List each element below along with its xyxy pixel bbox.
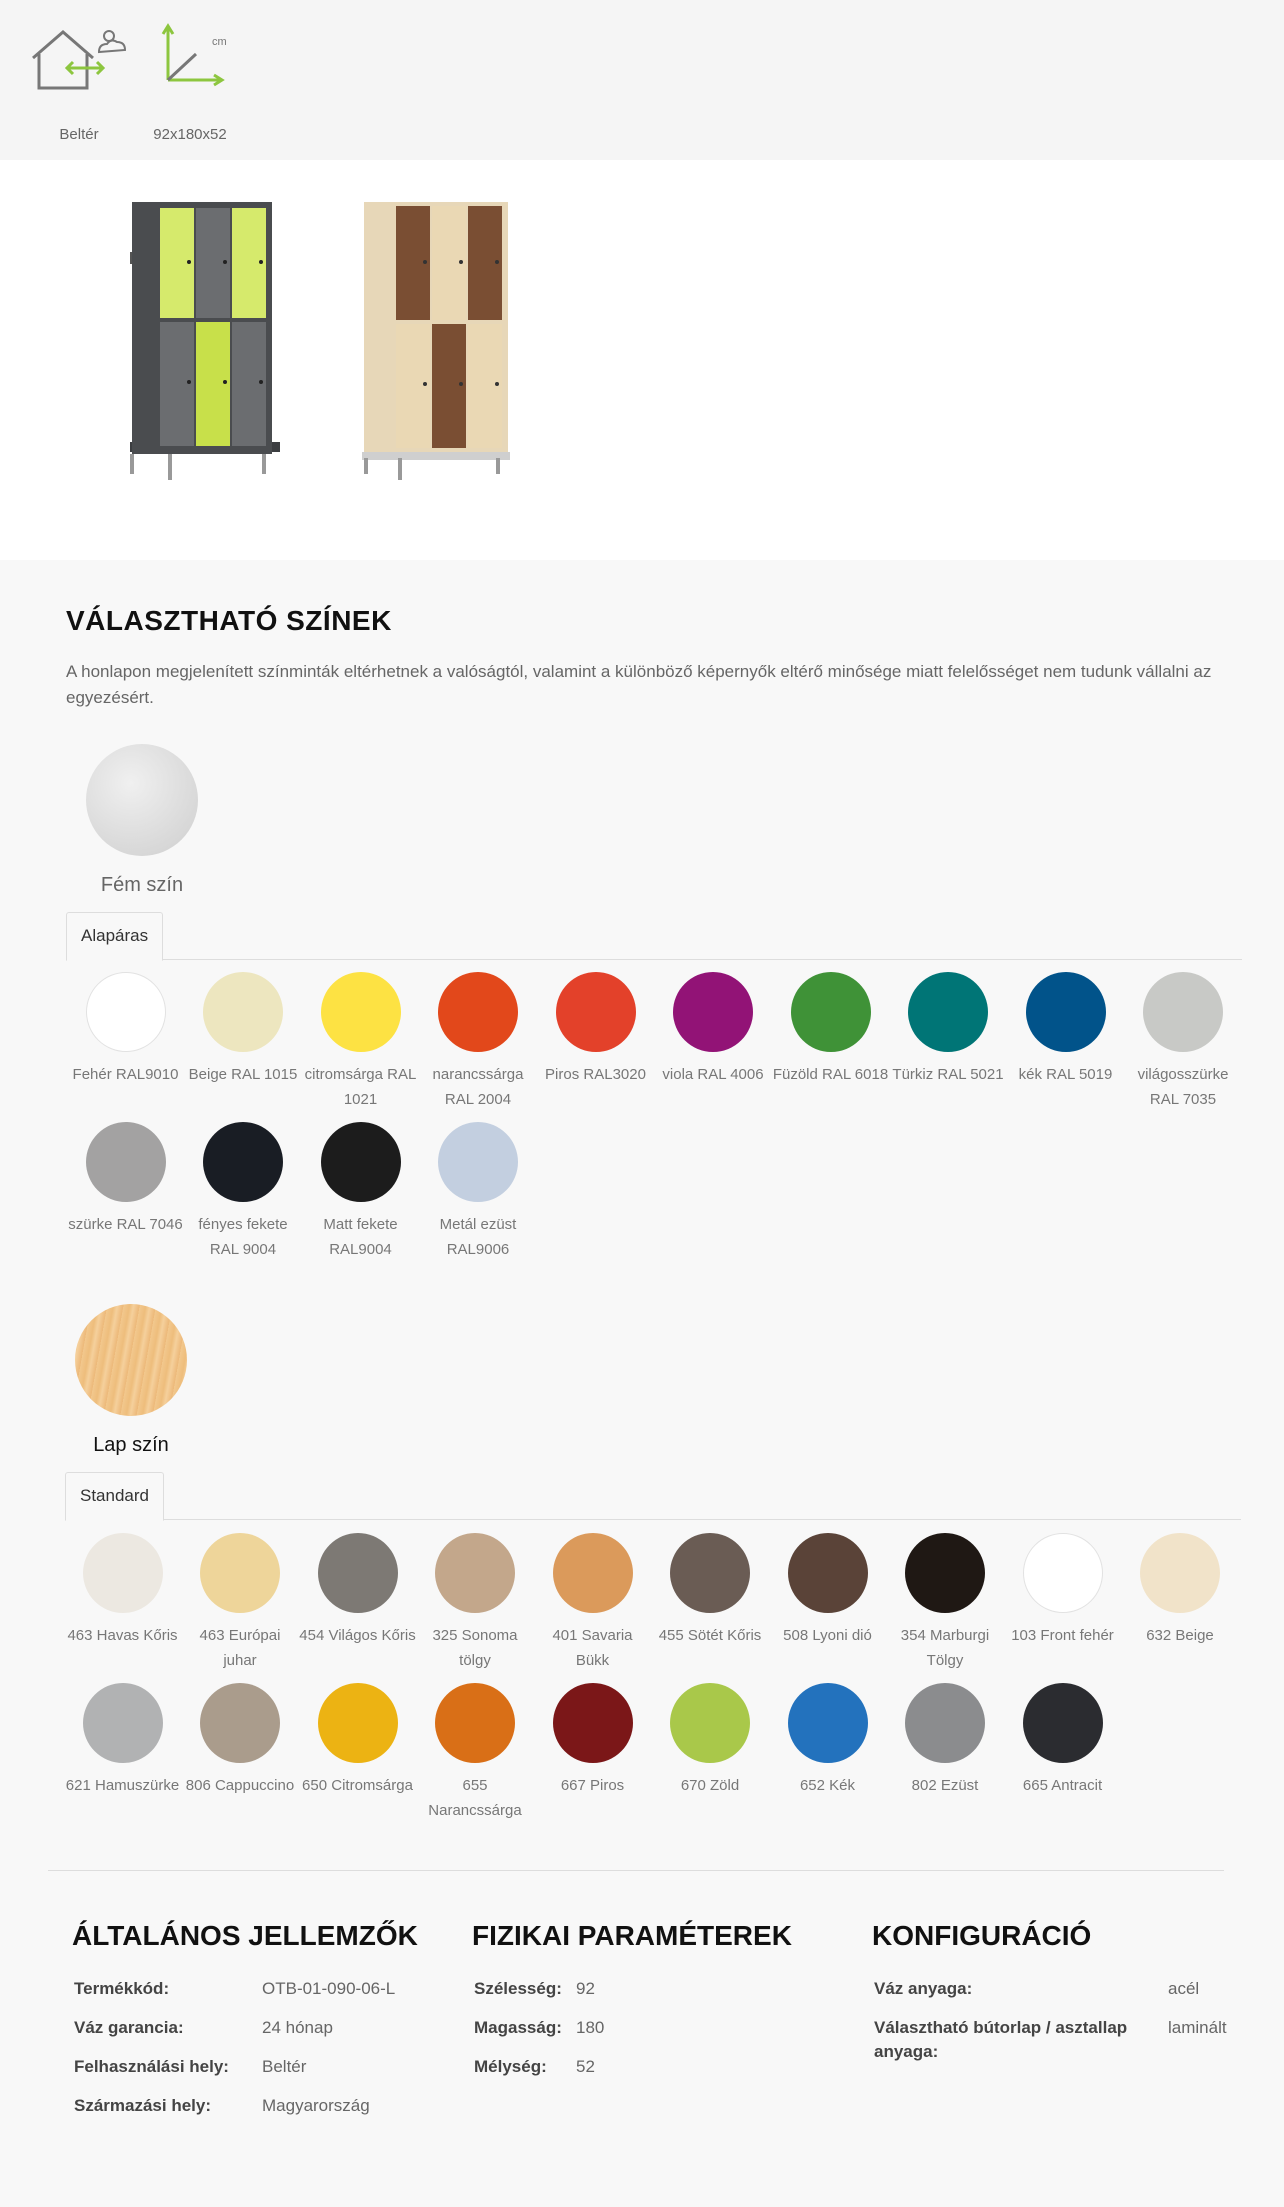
board-swatch-dot <box>1023 1533 1103 1613</box>
board-swatch-dot <box>200 1533 280 1613</box>
board-swatch[interactable] <box>299 1533 416 1648</box>
metal-swatch[interactable] <box>1007 972 1124 1087</box>
feature-bar <box>0 0 1284 160</box>
metal-swatch-label: viola RAL 4006 <box>662 1066 764 1083</box>
spec-physical-key: Szélesség: <box>474 1979 562 1998</box>
metal-swatch-dot <box>321 1122 401 1202</box>
board-swatch-label: 103 Front fehér <box>1011 1627 1114 1644</box>
feature-indoor <box>29 22 129 143</box>
metal-swatch[interactable] <box>302 972 419 1112</box>
board-swatch[interactable] <box>534 1533 651 1673</box>
board-swatch-label: 463 Havas Kőris <box>67 1627 178 1644</box>
board-swatch[interactable] <box>1122 1533 1239 1648</box>
product-image-gray-green[interactable] <box>122 202 282 492</box>
board-swatch[interactable] <box>1004 1533 1121 1648</box>
metal-color-caption: Fém szín <box>100 874 184 896</box>
board-swatch[interactable] <box>417 1533 534 1673</box>
metal-swatch-dot <box>1143 972 1223 1052</box>
product-gallery <box>0 160 1284 560</box>
board-swatch-label: 670 Zöld <box>680 1777 740 1794</box>
spec-physical-key: Magasság: <box>474 2018 562 2037</box>
metal-swatch-label: Füzöld RAL 6018 <box>772 1066 889 1083</box>
spec-general-title: ÁLTALÁNOS JELLEMZŐK <box>72 1920 418 1951</box>
metal-swatch[interactable] <box>420 972 537 1112</box>
board-tabbar <box>65 1472 1241 1520</box>
indoor-house-icon <box>29 22 129 92</box>
metal-swatch-label: narancssárga RAL 2004 <box>432 1066 524 1108</box>
board-swatch-label: 632 Beige <box>1146 1627 1214 1644</box>
spec-config-value: acél <box>1168 1979 1200 1998</box>
board-swatch-label: 325 Sonoma tölgy <box>432 1627 518 1669</box>
board-swatch-dot <box>318 1533 398 1613</box>
board-swatch-dot <box>200 1683 280 1763</box>
board-swatch[interactable] <box>1004 1683 1121 1798</box>
spec-general-key: Felhasználási hely: <box>74 2057 229 2076</box>
metal-swatch[interactable] <box>67 972 184 1087</box>
board-swatch-dot <box>83 1683 163 1763</box>
board-swatch[interactable] <box>769 1683 886 1798</box>
spec-physical-value: 180 <box>576 2018 605 2037</box>
spec-config-key: Váz anyaga: <box>874 1979 973 1998</box>
spec-general-key: Termékkód: <box>74 1979 170 1998</box>
spec-general-value: Beltér <box>262 2057 307 2076</box>
board-swatch[interactable] <box>182 1533 299 1673</box>
metal-swatch-dot <box>673 972 753 1052</box>
metal-swatch-dot <box>203 972 283 1052</box>
metal-swatch-dot <box>556 972 636 1052</box>
metal-swatch-label: világosszürke RAL 7035 <box>1137 1066 1229 1108</box>
board-color-group <box>51 1304 211 1457</box>
metal-swatch[interactable] <box>1125 972 1242 1112</box>
board-swatch-label: 650 Citromsárga <box>302 1777 413 1794</box>
spec-physical-value: 52 <box>576 2057 595 2076</box>
colors-title: VÁLASZTHATÓ SZÍNEK <box>66 605 392 636</box>
board-swatch[interactable] <box>534 1683 651 1798</box>
spec-config-title: KONFIGURÁCIÓ <box>872 1920 1092 1951</box>
dimensions-icon <box>140 22 240 92</box>
board-swatch-dot <box>83 1533 163 1613</box>
spec-config-value: laminált <box>1168 2018 1227 2037</box>
board-swatch-label: 665 Antracit <box>1022 1777 1103 1794</box>
spec-general <box>72 1920 418 1952</box>
section-divider <box>48 1870 1224 1871</box>
metal-swatch-label: Piros RAL3020 <box>545 1066 646 1083</box>
metal-swatch-dot <box>1026 972 1106 1052</box>
board-swatch-label: 802 Ezüst <box>911 1777 979 1794</box>
dimensions-unit: cm <box>212 36 227 48</box>
metal-swatch[interactable] <box>185 1122 302 1262</box>
board-swatch-label: 508 Lyoni dió <box>783 1627 872 1644</box>
spec-physical-title: FIZIKAI PARAMÉTEREK <box>472 1920 792 1951</box>
metal-swatch-dot <box>438 1122 518 1202</box>
metal-swatch-label: szürke RAL 7046 <box>68 1216 183 1233</box>
board-swatch-label: 401 Savaria Bükk <box>552 1627 633 1669</box>
board-swatch-label: 667 Piros <box>560 1777 625 1794</box>
spec-config <box>872 1920 1091 1952</box>
board-swatch-dot <box>670 1533 750 1613</box>
metal-swatch[interactable] <box>655 972 772 1087</box>
metal-swatch-label: citromsárga RAL 1021 <box>304 1066 417 1108</box>
metal-swatch[interactable] <box>302 1122 419 1262</box>
board-swatch-dot <box>553 1683 633 1763</box>
feature-dimensions-label: 92x180x52 <box>153 126 227 143</box>
metal-swatch[interactable] <box>67 1122 184 1237</box>
metal-swatch-label: Türkiz RAL 5021 <box>892 1066 1004 1083</box>
board-swatch-dot <box>318 1683 398 1763</box>
spec-general-value: Magyarország <box>262 2096 370 2115</box>
feature-dimensions <box>140 22 240 143</box>
board-swatch-dot <box>905 1683 985 1763</box>
board-swatch[interactable] <box>299 1683 416 1798</box>
tab-alaparas[interactable]: Alapáras <box>66 912 163 961</box>
board-swatch[interactable] <box>887 1683 1004 1798</box>
metal-tabbar <box>66 912 1242 960</box>
spec-physical-key: Mélység: <box>474 2057 547 2076</box>
metal-swatch-dot <box>86 1122 166 1202</box>
spec-general-value: 24 hónap <box>262 2018 333 2037</box>
metal-swatch[interactable] <box>420 1122 537 1262</box>
board-swatch-label: 806 Cappuccino <box>185 1777 295 1794</box>
metal-swatch-dot <box>86 972 166 1052</box>
spec-physical <box>472 1920 792 1952</box>
board-color-swatch <box>75 1304 187 1416</box>
colors-disclaimer: A honlapon megjelenített színminták eltérhetnek a valóságtól, valamint a különböző képernyők eltérő minősége miatt felelősséget nem tudunk vállalni az egyezésért. <box>66 662 1212 707</box>
metal-swatch[interactable] <box>185 972 302 1087</box>
metal-color-group <box>62 744 222 897</box>
metal-swatch[interactable] <box>537 972 654 1087</box>
metal-swatch-label: Matt fekete RAL9004 <box>323 1216 398 1258</box>
board-swatch-dot <box>435 1683 515 1763</box>
metal-swatch-dot <box>908 972 988 1052</box>
board-swatch[interactable] <box>769 1533 886 1648</box>
board-swatch-label: 621 Hamuszürke <box>65 1777 180 1794</box>
board-swatch[interactable] <box>652 1683 769 1798</box>
metal-color-swatch <box>86 744 198 856</box>
board-swatch[interactable] <box>64 1683 181 1798</box>
board-color-caption: Lap szín <box>93 1434 169 1456</box>
board-swatch-label: 354 Marburgi Tölgy <box>900 1627 990 1669</box>
metal-swatch-label: Fehér RAL9010 <box>72 1066 179 1083</box>
board-swatch-dot <box>1140 1533 1220 1613</box>
metal-swatch-label: Metál ezüst RAL9006 <box>439 1216 517 1258</box>
spec-config-key: Választható bútorlap / asztallap anyaga: <box>874 2018 1128 2061</box>
metal-swatch-label: kék RAL 5019 <box>1018 1066 1113 1083</box>
board-swatch-dot <box>1023 1683 1103 1763</box>
metal-swatch-label: fényes fekete RAL 9004 <box>198 1216 288 1258</box>
metal-swatch-dot <box>791 972 871 1052</box>
board-swatch[interactable] <box>182 1683 299 1798</box>
feature-indoor-label: Beltér <box>59 126 99 143</box>
board-swatch-dot <box>905 1533 985 1613</box>
board-swatch[interactable] <box>64 1533 181 1648</box>
product-image-maple-walnut[interactable] <box>356 202 516 492</box>
board-swatch-label: 454 Világos Kőris <box>299 1627 416 1644</box>
board-swatch-dot <box>788 1533 868 1613</box>
metal-swatch-label: Beige RAL 1015 <box>188 1066 298 1083</box>
colors-section <box>66 605 1246 711</box>
board-swatch-label: 652 Kék <box>799 1777 856 1794</box>
spec-general-key: Származási hely: <box>74 2096 212 2115</box>
board-swatch-label: 455 Sötét Kőris <box>658 1627 762 1644</box>
board-swatch-dot <box>670 1683 750 1763</box>
metal-swatch[interactable] <box>890 972 1007 1087</box>
board-swatch-dot <box>788 1683 868 1763</box>
spec-general-value: OTB-01-090-06-L <box>262 1979 396 1998</box>
board-swatch-dot <box>435 1533 515 1613</box>
spec-general-key: Váz garancia: <box>74 2018 184 2037</box>
board-swatch[interactable] <box>652 1533 769 1648</box>
metal-swatch-dot <box>438 972 518 1052</box>
metal-swatch-dot <box>203 1122 283 1202</box>
spec-physical-value: 92 <box>576 1979 595 1998</box>
board-swatch-label: 463 Európai juhar <box>199 1627 281 1669</box>
tab-standard[interactable]: Standard <box>65 1472 164 1521</box>
board-swatch-dot <box>553 1533 633 1613</box>
metal-swatch[interactable] <box>772 972 889 1087</box>
board-swatch-label: 655 Narancssárga <box>428 1777 522 1819</box>
board-swatch[interactable] <box>887 1533 1004 1673</box>
metal-swatch-dot <box>321 972 401 1052</box>
board-swatch[interactable] <box>417 1683 534 1823</box>
